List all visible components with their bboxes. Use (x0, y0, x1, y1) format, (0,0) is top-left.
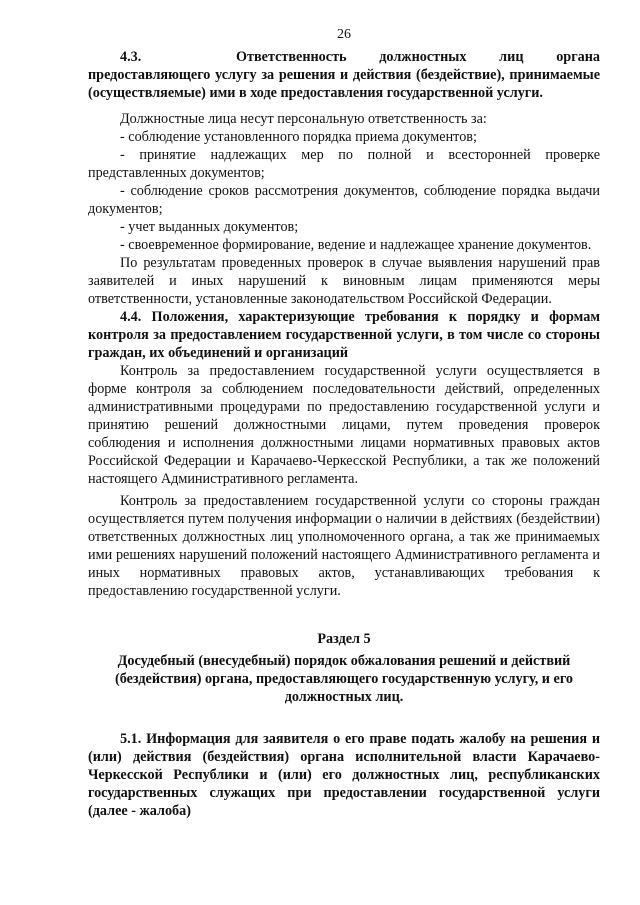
heading-4-4: 4.4. Положения, характеризующие требования к порядку и формам контроля за предоставлением государственной услуги, в том числе со стороны граждан, их объединений и организаций (88, 309, 600, 361)
responsibility-closing: По результатам проведенных проверок в случае выявления нарушений прав заявителей и иных нарушений к виновным лицам применяются меры ответственности, установленные законодательством Российской Федерации. (88, 255, 600, 307)
responsibility-item-3: - соблюдение сроков рассмотрения документов, соблюдение порядка выдачи документов; (88, 183, 600, 217)
page-number: 26 (337, 27, 351, 42)
heading-4-3-number: 4.3. (120, 49, 142, 65)
responsibility-item-1: - соблюдение установленного порядка приема документов; (120, 129, 477, 145)
responsibility-intro: Должностные лица несут персональную ответственность за: (120, 111, 487, 127)
heading-4-3-text: Ответственность должностных лиц органа предоставляющего услугу за решения и действия (бездействие), принимаемые (осуществляемые) ими в ходе предоставления государственной услуги. (88, 49, 600, 101)
section-5-title: Раздел 5 (317, 631, 371, 647)
heading-4-3 (88, 48, 600, 102)
responsibility-item-5: - своевременное формирование, ведение и надлежащее хранение документов. (120, 237, 592, 253)
control-paragraph-1: Контроль за предоставлением государственной услуги осуществляется в форме контроля за соблюдением последовательности действий, определенных административными процедурами по предоставлению государственной услуги и принятию решений должностными лицами, путем проведения проверок соблюдения и исполнения должностными лицами нормативных правовых актов Российской Федерации и Карачаево-Черкесской Республики, а так же положений настоящего Административного регламента. (88, 363, 600, 487)
heading-5-1: 5.1. Информация для заявителя о его праве подать жалобу на решения и (или) действия (бездействия) органа исполнительной власти Карачаево-Черкесской Республики и (или) его должностных лиц, республиканских государственных служащих при предоставлении государственной услуги (далее - жалоба) (88, 731, 600, 819)
control-paragraph-2: Контроль за предоставлением государственной услуги со стороны граждан осуществляется путем получения информации о наличии в действиях (бездействии) ответственных должностных лиц уполномоченного органа, а так же принимаемых ими решениях нарушений положений настоящего Административного регламента и иных нормативных правовых актов, устанавливающих требования к предоставлению государственной услуги. (88, 493, 600, 599)
section-5-subtitle: Досудебный (внесудебный) порядок обжалования решений и действий (бездействия) органа, предоставляющего государственную услугу, и его должностных лиц. (114, 653, 573, 705)
responsibility-item-2: - принятие надлежащих мер по полной и всесторонней проверке представленных документов; (88, 147, 600, 181)
responsibility-item-4: - учет выданных документов; (120, 219, 299, 235)
